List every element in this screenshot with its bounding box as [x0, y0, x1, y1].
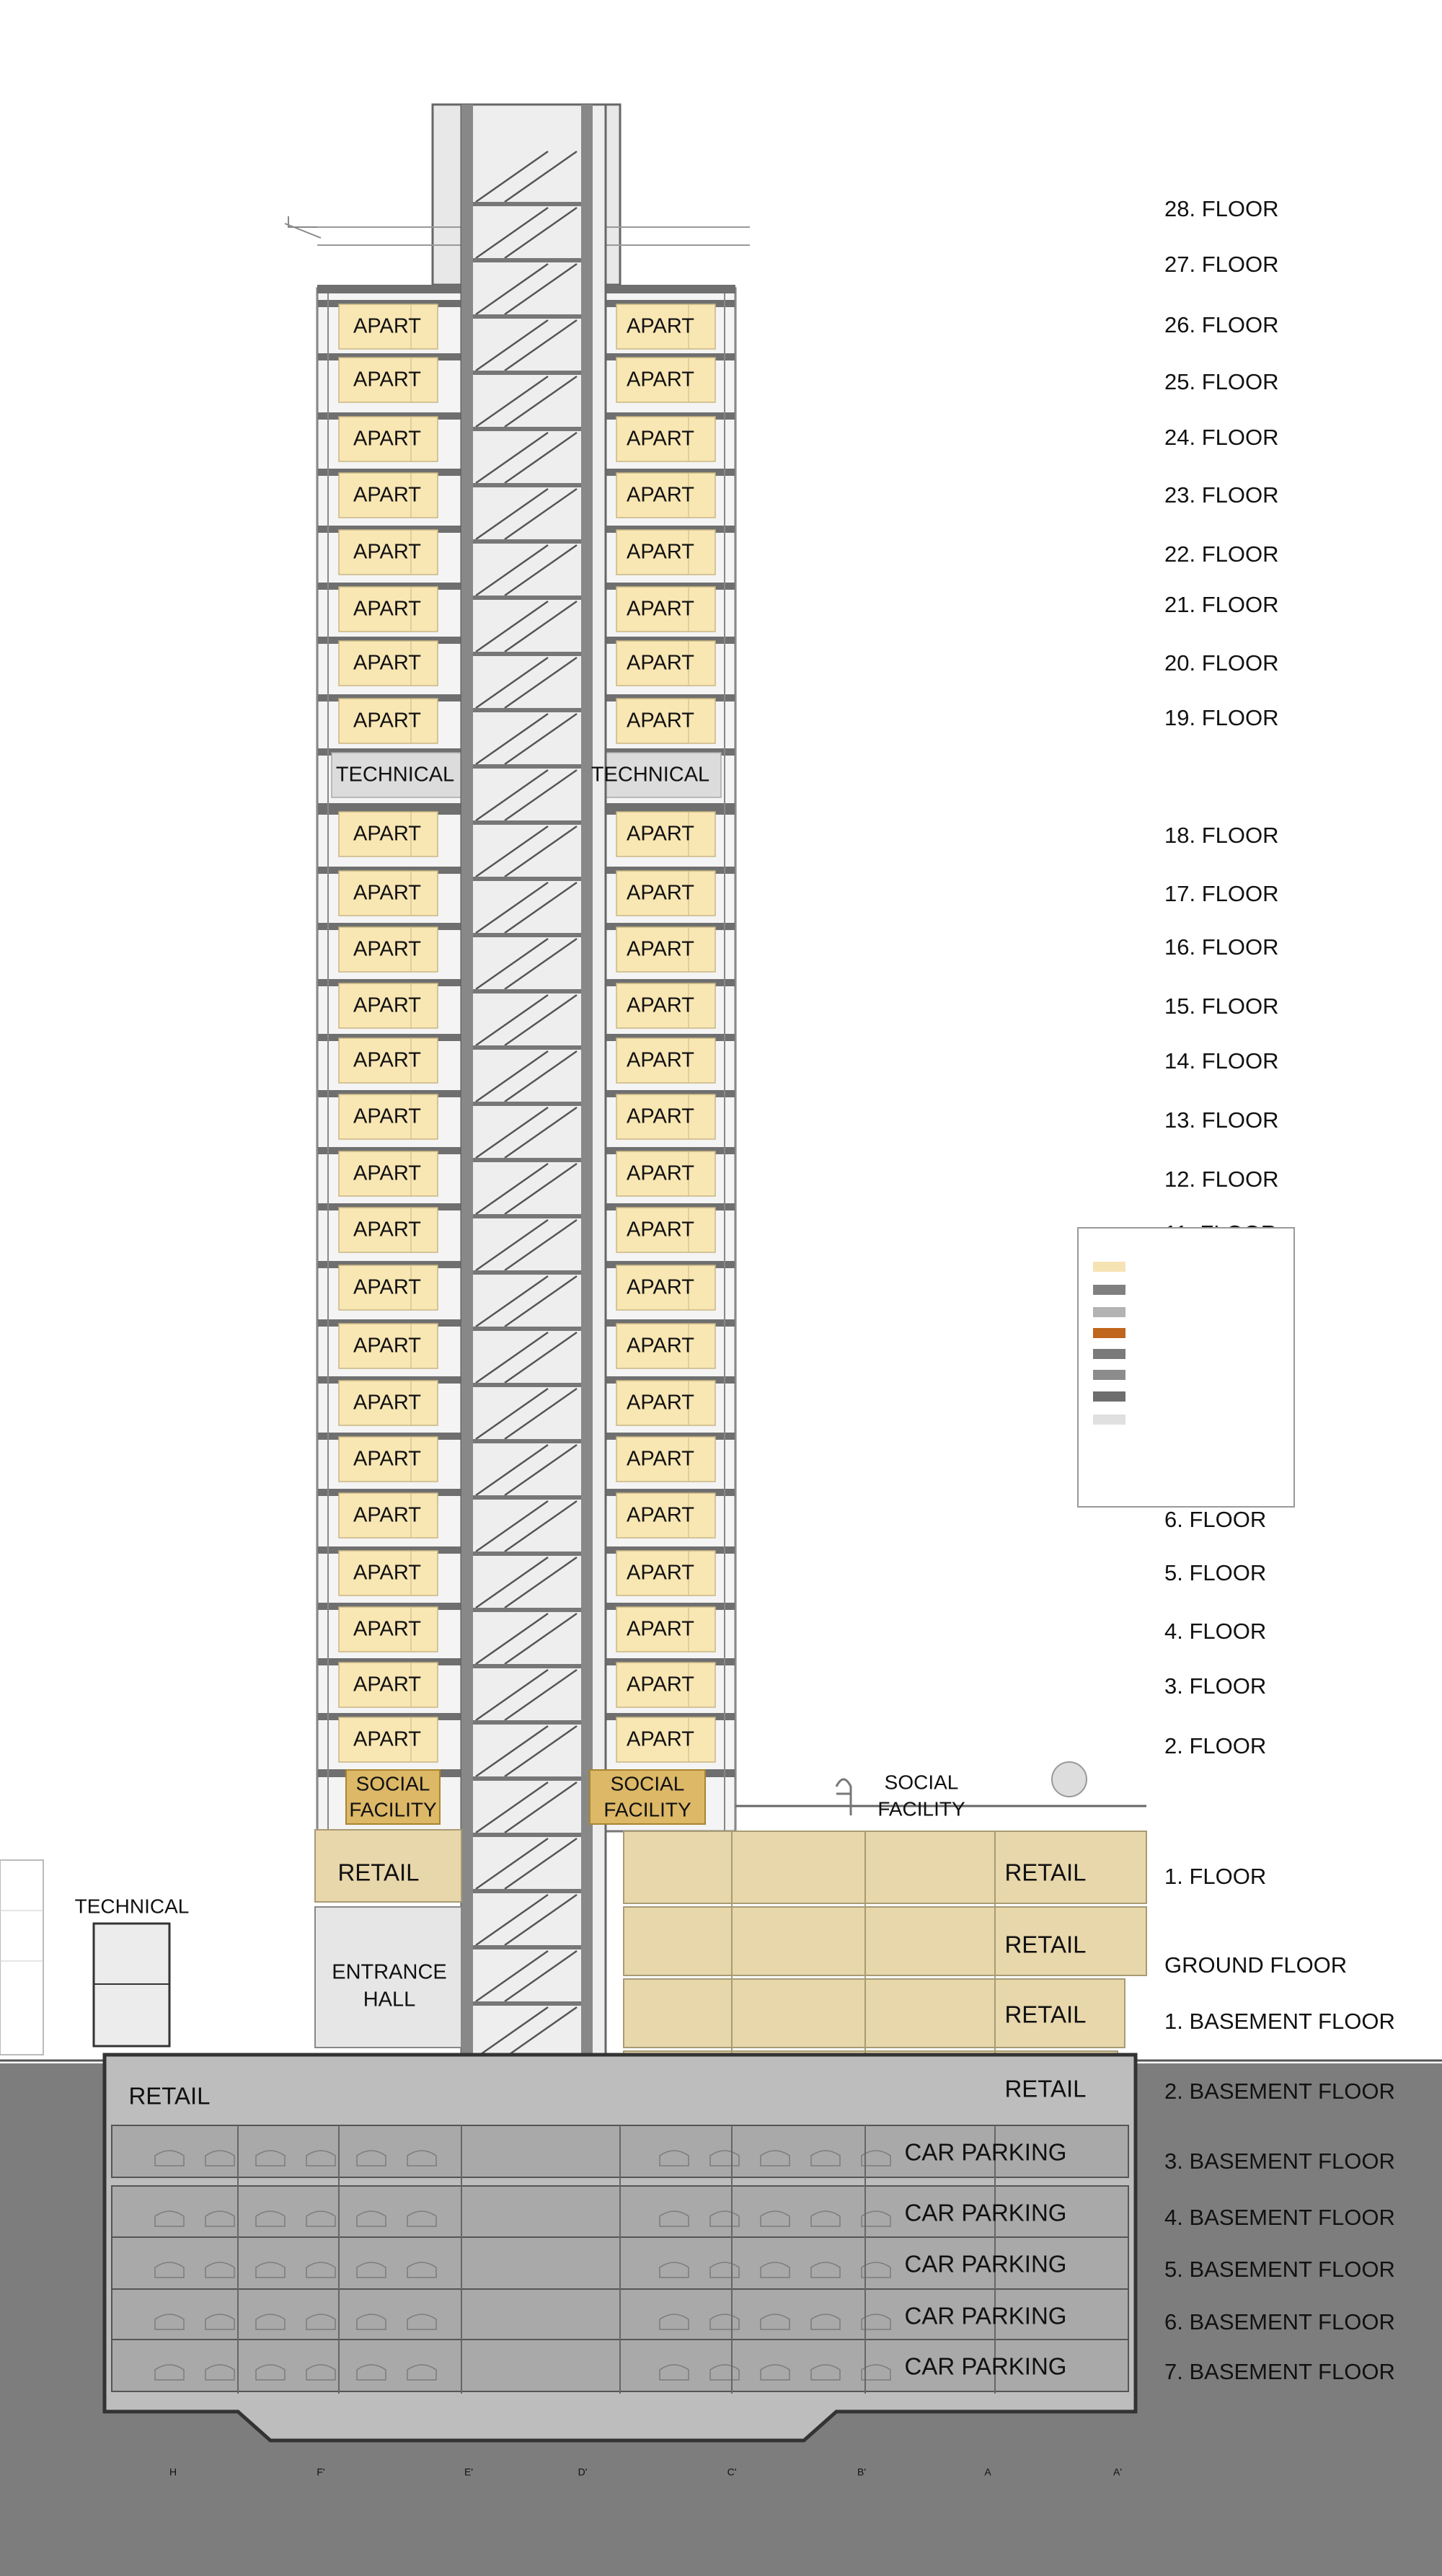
room-label-apart: APART: [353, 993, 422, 1017]
stair-landing: [473, 1552, 581, 1556]
room-label-apart: APART: [626, 1447, 695, 1471]
stair-landing: [473, 1664, 581, 1668]
room-label-apart: APART: [626, 540, 695, 564]
room-label-apart: APART: [626, 368, 695, 391]
stair-landing: [473, 1720, 581, 1725]
room-label-apart: APART: [626, 1503, 695, 1527]
floor-label: 6. BASEMENT FLOOR: [1164, 2309, 1395, 2335]
stair-landing: [473, 202, 581, 206]
floor-label: 6. FLOOR: [1164, 1507, 1267, 1533]
room-label-apart: APART: [626, 993, 695, 1017]
floor-label: 4. BASEMENT FLOOR: [1164, 2205, 1395, 2231]
floor-label: 28. FLOOR: [1164, 196, 1279, 222]
room-label-apart: APART: [353, 597, 422, 621]
room-label-social: SOCIAL: [355, 1772, 430, 1795]
room-label-apart: APART: [626, 881, 695, 905]
floor-label: 22. FLOOR: [1164, 541, 1279, 567]
floor-label: 25. FLOOR: [1164, 369, 1279, 395]
floor-label: 5. FLOOR: [1164, 1560, 1267, 1586]
room-label-apart: APART: [353, 314, 422, 338]
room-label-apart: APART: [626, 427, 695, 451]
legend: [1078, 1228, 1294, 1507]
room-label-retail: RETAIL: [337, 1859, 420, 1886]
room-label-facility: FACILITY: [349, 1798, 437, 1821]
room-label-apart: APART: [626, 1673, 695, 1696]
legend-swatch: [1093, 1285, 1125, 1295]
room-label-apart: APART: [626, 1727, 695, 1751]
legend-swatch: [1093, 1328, 1125, 1338]
room-label-technical: TECHNICAL: [335, 763, 455, 787]
floor-label: 19. FLOOR: [1164, 705, 1279, 731]
room-label-apart: APART: [353, 822, 422, 846]
room-label-apart: APART: [626, 597, 695, 621]
floor-label: GROUND FLOOR: [1164, 1952, 1348, 1978]
room-label-facility: FACILITY: [603, 1798, 691, 1821]
room-label-social: SOCIAL: [610, 1772, 685, 1795]
room-label-apart: APART: [353, 1048, 422, 1072]
floor-label: 24. FLOOR: [1164, 425, 1279, 451]
room-label-social-terrace: SOCIAL: [884, 1771, 959, 1794]
floor-label: 15. FLOOR: [1164, 993, 1279, 1019]
room-label-apart: APART: [353, 1391, 422, 1415]
axis-label: D': [578, 2466, 588, 2478]
stair-landing: [473, 1608, 581, 1612]
stair-landing: [473, 1495, 581, 1500]
stair-landing: [473, 652, 581, 656]
stair-landing: [473, 1439, 581, 1443]
floor-label: 5. BASEMENT FLOOR: [1164, 2257, 1395, 2283]
room-label-retail: RETAIL: [1004, 1859, 1087, 1886]
floor-label: 17. FLOOR: [1164, 881, 1279, 907]
floor-label: 4. FLOOR: [1164, 1619, 1267, 1645]
room-label-apart: APART: [353, 709, 422, 732]
room-label-retail: RETAIL: [1004, 1931, 1087, 1958]
floor-label: 16. FLOOR: [1164, 934, 1279, 960]
room-label-apart: APART: [626, 483, 695, 507]
stair-landing: [473, 1270, 581, 1275]
room-label-apart: APART: [353, 1447, 422, 1471]
floor-label: 14. FLOOR: [1164, 1048, 1279, 1074]
room-label-car-parking: CAR PARKING: [904, 2199, 1067, 2226]
stair-landing: [473, 1383, 581, 1387]
core-wall-left: [461, 105, 473, 2390]
room-label-apart: APART: [626, 1218, 695, 1241]
floor-label: 26. FLOOR: [1164, 312, 1279, 338]
room-label-apart: APART: [353, 1727, 422, 1751]
room-label-apart: APART: [626, 1334, 695, 1358]
stair-landing: [473, 820, 581, 825]
room-label-retail: RETAIL: [128, 2082, 211, 2110]
room-label-apart: APART: [353, 1218, 422, 1241]
floor-label: 20. FLOOR: [1164, 650, 1279, 676]
axis-label: A: [984, 2466, 991, 2478]
room-label-apart: APART: [353, 540, 422, 564]
legend-swatch: [1093, 1415, 1125, 1425]
room-label-apart: APART: [353, 1673, 422, 1696]
core-wall-right: [581, 105, 593, 2390]
room-label-apart: APART: [626, 651, 695, 675]
room-label-apart: APART: [353, 1275, 422, 1299]
legend-swatch: [1093, 1349, 1125, 1359]
room-label-apart: APART: [353, 427, 422, 451]
room-label-apart: APART: [626, 937, 695, 961]
room-label-car-parking: CAR PARKING: [904, 2250, 1067, 2278]
stair-landing: [473, 371, 581, 375]
floor-label: 23. FLOOR: [1164, 482, 1279, 508]
room-label-apart: APART: [353, 937, 422, 961]
room-label-technical-annex: TECHNICAL: [74, 1895, 190, 1918]
stair-landing: [473, 1158, 581, 1162]
person-figure-icon: [836, 1779, 851, 1815]
stair-landing: [473, 1102, 581, 1106]
stair-landing: [473, 1045, 581, 1050]
stair-landing: [473, 989, 581, 993]
room-label-entrance: ENTRANCE: [332, 1960, 447, 1984]
room-label-apart: APART: [353, 1561, 422, 1585]
stair-landing: [473, 1214, 581, 1218]
floor-label: 2. BASEMENT FLOOR: [1164, 2079, 1395, 2104]
room-label-apart: APART: [626, 1617, 695, 1641]
room-label-apart: APART: [353, 1334, 422, 1358]
room-label-apart: APART: [353, 368, 422, 391]
legend-swatch: [1093, 1262, 1125, 1272]
room-label-car-parking: CAR PARKING: [904, 2138, 1067, 2166]
room-label-apart: APART: [626, 1161, 695, 1185]
stair-landing: [473, 877, 581, 881]
room-label-retail: RETAIL: [1004, 2075, 1087, 2102]
stair-landing: [473, 539, 581, 544]
floor-label: 12. FLOOR: [1164, 1167, 1279, 1192]
room-label-apart: APART: [353, 1161, 422, 1185]
stair-landing: [473, 1889, 581, 1893]
tree-icon: [1052, 1762, 1087, 1797]
stair-landing: [473, 1327, 581, 1331]
room-label-apart: APART: [626, 1105, 695, 1128]
room-label-apart: APART: [626, 1391, 695, 1415]
floor-label: 1. BASEMENT FLOOR: [1164, 2009, 1395, 2035]
stair-landing: [473, 708, 581, 712]
neighbor-building: [0, 1860, 43, 2055]
axis-label: C': [727, 2466, 737, 2478]
axis-label: F': [317, 2466, 325, 2478]
stair-landing: [473, 764, 581, 769]
room-label-apart: APART: [353, 881, 422, 905]
stair-landing: [473, 933, 581, 937]
room-label-apart: APART: [353, 651, 422, 675]
axis-label: E': [464, 2466, 474, 2478]
axis-label: A': [1113, 2466, 1123, 2478]
floor-label: 3. FLOOR: [1164, 1673, 1267, 1699]
floor-label: 18. FLOOR: [1164, 823, 1279, 849]
room-label-apart: APART: [353, 483, 422, 507]
room-label-apart: APART: [626, 822, 695, 846]
room-label-apart: APART: [626, 1561, 695, 1585]
room-label-facility-terrace: FACILITY: [877, 1797, 965, 1820]
stair-landing: [473, 1833, 581, 1837]
stair-landing: [473, 1776, 581, 1781]
room-label-car-parking: CAR PARKING: [904, 2302, 1067, 2329]
room-label-apart: APART: [626, 1275, 695, 1299]
room-label-apart: APART: [626, 1048, 695, 1072]
floor-label: 1. FLOOR: [1164, 1864, 1267, 1890]
room-label-retail: RETAIL: [1004, 2001, 1087, 2028]
room-label-apart: APART: [353, 1503, 422, 1527]
floor-label: 13. FLOOR: [1164, 1107, 1279, 1133]
legend-swatch: [1093, 1391, 1125, 1402]
floor-label: 2. FLOOR: [1164, 1733, 1267, 1759]
room-label-car-parking: CAR PARKING: [904, 2353, 1067, 2380]
stair-landing: [473, 596, 581, 600]
roof-crane: [285, 216, 321, 238]
axis-label: H: [169, 2466, 177, 2478]
floor-label: 7. BASEMENT FLOOR: [1164, 2359, 1395, 2385]
room-label-apart: APART: [353, 1105, 422, 1128]
axis-label: B': [857, 2466, 867, 2478]
stair-landing: [473, 2001, 581, 2006]
room-label-apart: APART: [626, 709, 695, 732]
room-label-technical: TECHNICAL: [590, 763, 710, 787]
stair-landing: [473, 1945, 581, 1949]
legend-swatch: [1093, 1307, 1125, 1317]
stair-landing: [473, 427, 581, 431]
stair-landing: [473, 314, 581, 319]
room-label-hall: HALL: [363, 1988, 416, 2011]
stair-landing: [473, 483, 581, 487]
floor-label: 21. FLOOR: [1164, 592, 1279, 618]
floor-label: 27. FLOOR: [1164, 252, 1279, 278]
basement: [105, 2055, 1136, 2440]
floor-label: 3. BASEMENT FLOOR: [1164, 2148, 1395, 2174]
room-label-apart: APART: [353, 1617, 422, 1641]
room-label-apart: APART: [626, 314, 695, 338]
stair-landing: [473, 258, 581, 262]
legend-swatch: [1093, 1370, 1125, 1380]
